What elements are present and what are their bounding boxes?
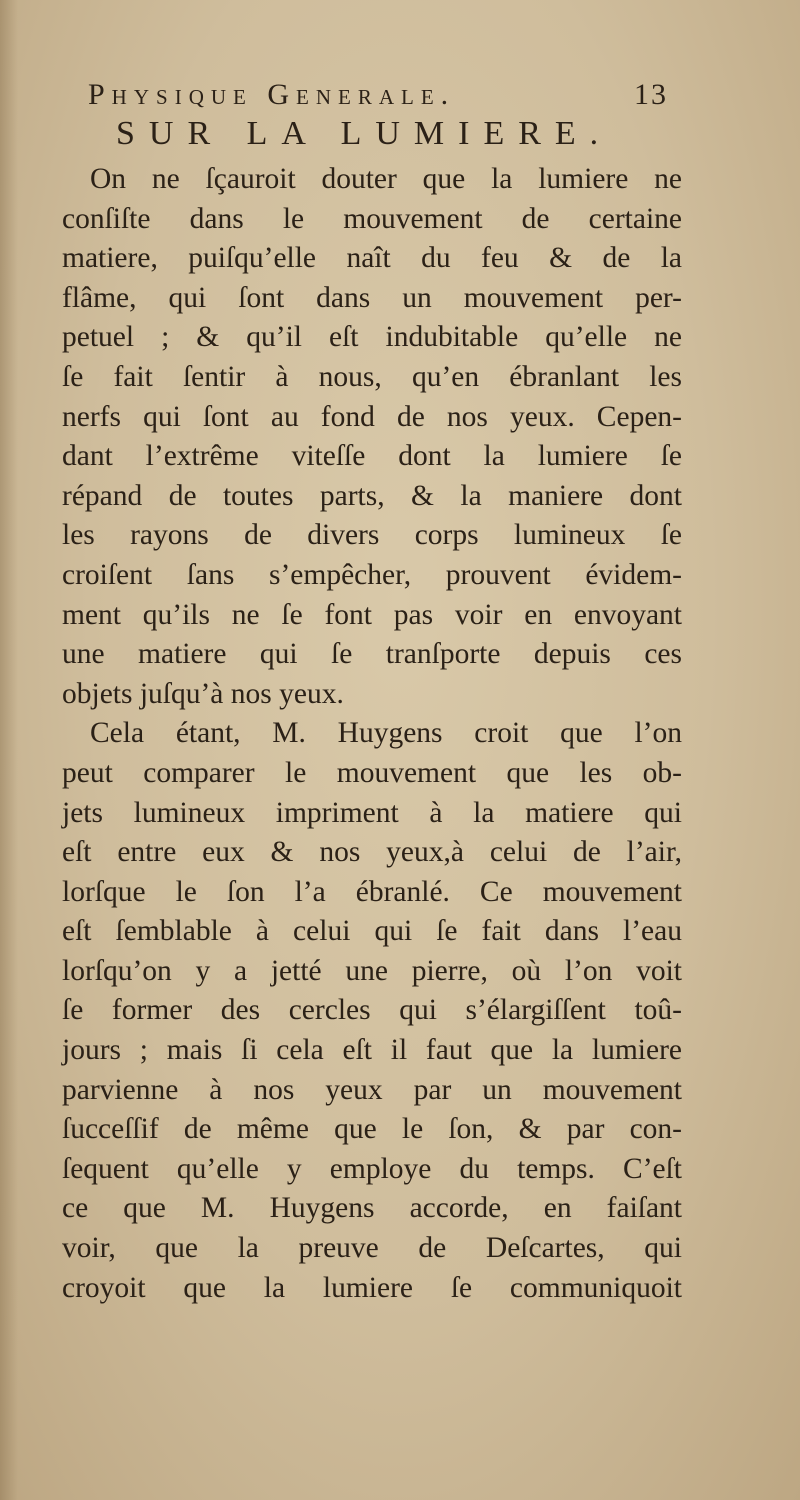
text-line: Cela étant, M. Huygens croit que l’on bbox=[90, 717, 682, 750]
text-line: ſe fait ſentir à nous, qu’en ébranlant les bbox=[62, 360, 682, 393]
text-line: ſe former des cercles qui s’élargiſſent toû- bbox=[62, 994, 682, 1027]
text-line: petuel ; & qu’il eſt indubitable qu’elle ne bbox=[62, 321, 682, 354]
text-line: jets lumineux impriment à la matiere qui bbox=[62, 796, 682, 829]
text-line: eſt ſemblable à celui qui ſe fait dans l’eau bbox=[62, 915, 682, 948]
text-line: peut comparer le mouvement que les ob- bbox=[62, 756, 682, 789]
body-text bbox=[62, 160, 682, 1308]
section-title: SUR LA LUMIERE. bbox=[116, 115, 613, 152]
text-line: flâme, qui ſont dans un mouvement per- bbox=[62, 281, 682, 314]
text-line: parvienne à nos yeux par un mouvement bbox=[62, 1073, 682, 1106]
text-line: dant l’extrême viteſſe dont la lumiere ſe bbox=[62, 440, 682, 473]
text-line: lorſque le ſon l’a ébranlé. Ce mouvement bbox=[62, 875, 682, 908]
text-line: les rayons de divers corps lumineux ſe bbox=[62, 519, 682, 552]
page-header bbox=[88, 78, 668, 118]
running-head: Physique Generale. bbox=[88, 78, 456, 111]
text-line: croyoit que la lumiere ſe communiquoit bbox=[62, 1271, 682, 1304]
text-line: objets juſqu’à nos yeux. bbox=[62, 677, 344, 710]
text-line: croiſent ſans s’empêcher, prouvent évidem- bbox=[62, 558, 682, 591]
text-line: voir, que la preuve de Deſcartes, qui bbox=[62, 1232, 682, 1265]
text-line: ſucceſſif de même que le ſon, & par con- bbox=[62, 1113, 682, 1146]
page-gutter-shadow bbox=[0, 0, 18, 1500]
text-line: nerfs qui ſont au fond de nos yeux. Cepen- bbox=[62, 400, 682, 433]
page-number: 13 bbox=[634, 78, 668, 111]
text-line: répand de toutes parts, & la maniere dont bbox=[62, 479, 682, 512]
text-line: conſiſte dans le mouvement de certaine bbox=[62, 202, 682, 235]
text-line: eſt entre eux & nos yeux,à celui de l’air, bbox=[62, 836, 682, 869]
text-line: jours ; mais ſi cela eſt il faut que la lumiere bbox=[62, 1034, 682, 1067]
text-line: lorſqu’on y a jetté une pierre, où l’on voit bbox=[62, 954, 682, 987]
text-line: ſequent qu’elle y employe du temps. C’eſt bbox=[62, 1152, 682, 1185]
text-line: ment qu’ils ne ſe font pas voir en envoyant bbox=[62, 598, 682, 631]
text-line: ce que M. Huygens accorde, en faiſant bbox=[62, 1192, 682, 1225]
text-line: une matiere qui ſe tranſporte depuis ces bbox=[62, 638, 682, 671]
text-line: On ne ſçauroit douter que la lumiere ne bbox=[90, 163, 682, 195]
text-line: matiere, puiſqu’elle naît du feu & de la bbox=[62, 242, 682, 275]
